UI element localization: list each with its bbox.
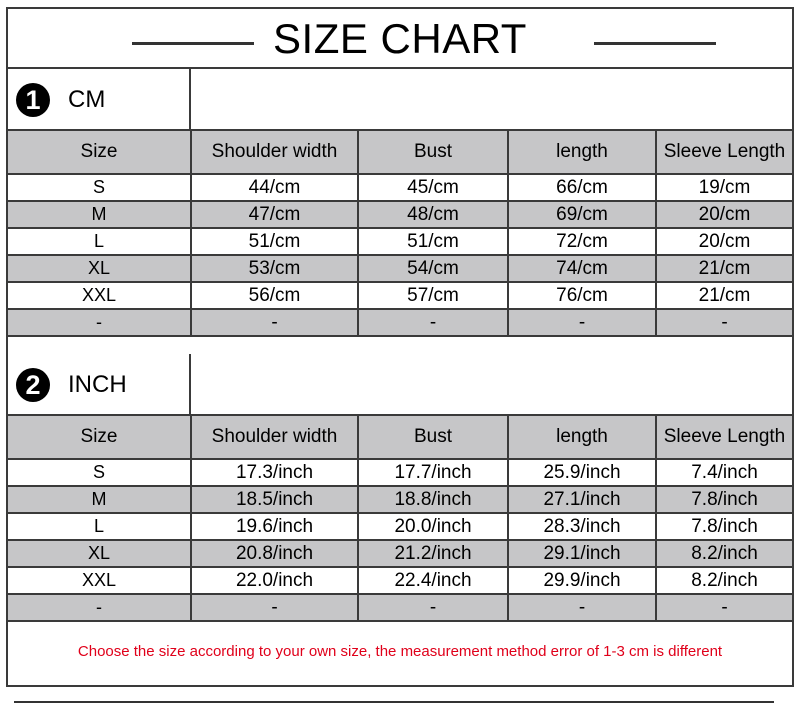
table-row [8,513,792,540]
sleeve-length-cell: 7.8/inch [656,513,792,540]
length-cell: 28.3/inch [508,513,656,540]
bust-cell: - [358,309,508,336]
title-row [8,9,792,69]
table-row [8,228,792,255]
bust-cell: 54/cm [358,255,508,282]
table-header-row [8,416,792,459]
shoulder-width-cell: 51/cm [191,228,358,255]
bust-cell: 18.8/inch [358,486,508,513]
sleeve-length-cell: 7.8/inch [656,486,792,513]
shoulder-width-cell: 53/cm [191,255,358,282]
column-header-size: Size [8,416,191,459]
shoulder-width-cell: 47/cm [191,201,358,228]
shoulder-width-cell: 17.3/inch [191,459,358,486]
size-cell: XXL [8,567,191,594]
bust-cell: 17.7/inch [358,459,508,486]
section-label-cell [8,354,191,414]
size-cell: L [8,228,191,255]
table-row [8,567,792,594]
length-cell: 27.1/inch [508,486,656,513]
bust-cell: 21.2/inch [358,540,508,567]
table-row [8,201,792,228]
bottom-divider [14,701,774,703]
column-header-sleeve-length: Sleeve Length [656,416,792,459]
length-cell: 25.9/inch [508,459,656,486]
page-title: SIZE CHART [273,15,527,62]
shoulder-width-cell: 44/cm [191,174,358,201]
sleeve-length-cell: 8.2/inch [656,567,792,594]
column-header-sleeve-length: Sleeve Length [656,131,792,174]
section-cm-header [8,69,792,131]
sleeve-length-cell: 7.4/inch [656,459,792,486]
bust-cell: 57/cm [358,282,508,309]
column-header-length: length [508,416,656,459]
length-cell: 29.1/inch [508,540,656,567]
sleeve-length-cell: - [656,594,792,621]
sleeve-length-cell: 8.2/inch [656,540,792,567]
shoulder-width-cell: 20.8/inch [191,540,358,567]
size-cell: XL [8,255,191,282]
size-cell: M [8,201,191,228]
length-cell: 69/cm [508,201,656,228]
table-row [8,594,792,621]
length-cell: - [508,309,656,336]
section-label-cell [8,69,191,129]
size-cell: XXL [8,282,191,309]
table-row [8,255,792,282]
bust-cell: 45/cm [358,174,508,201]
length-cell: 76/cm [508,282,656,309]
table-row [8,459,792,486]
shoulder-width-cell: 56/cm [191,282,358,309]
number-two-badge: 2 [16,368,50,402]
table-row [8,282,792,309]
unit-label-cm: CM [68,86,106,113]
shoulder-width-cell: 18.5/inch [191,486,358,513]
size-cell: M [8,486,191,513]
column-header-size: Size [8,131,191,174]
measurement-note: Choose the size according to your own size, the measurement method error of 1-3 cm is different [77,643,723,660]
unit-label-inch: INCH [68,371,127,398]
shoulder-width-cell: 22.0/inch [191,567,358,594]
bust-cell: - [358,594,508,621]
bust-cell: 22.4/inch [358,567,508,594]
number-one-badge: 1 [16,83,50,117]
length-cell: 29.9/inch [508,567,656,594]
sleeve-length-cell: 19/cm [656,174,792,201]
size-cell: - [8,309,191,336]
table-row [8,486,792,513]
cm-size-table [8,131,792,337]
title-decoration-right [594,42,716,45]
inch-size-table [8,416,792,622]
size-cell: XL [8,540,191,567]
size-cell: L [8,513,191,540]
sleeve-length-cell: - [656,309,792,336]
column-header-shoulder-width: Shoulder width [191,416,358,459]
sleeve-length-cell: 21/cm [656,255,792,282]
bust-cell: 48/cm [358,201,508,228]
column-header-shoulder-width: Shoulder width [191,131,358,174]
sleeve-length-cell: 21/cm [656,282,792,309]
size-cell: - [8,594,191,621]
length-cell: 72/cm [508,228,656,255]
table-row [8,540,792,567]
table-row [8,309,792,336]
size-cell: S [8,174,191,201]
sleeve-length-cell: 20/cm [656,201,792,228]
length-cell: 74/cm [508,255,656,282]
size-cell: S [8,459,191,486]
bust-cell: 20.0/inch [358,513,508,540]
bust-cell: 51/cm [358,228,508,255]
length-cell: - [508,594,656,621]
shoulder-width-cell: - [191,594,358,621]
shoulder-width-cell: - [191,309,358,336]
section-inch-header [8,354,792,416]
column-header-bust: Bust [358,416,508,459]
size-chart-frame [6,7,794,687]
column-header-length: length [508,131,656,174]
length-cell: 66/cm [508,174,656,201]
column-header-bust: Bust [358,131,508,174]
sleeve-length-cell: 20/cm [656,228,792,255]
table-row [8,174,792,201]
table-header-row [8,131,792,174]
shoulder-width-cell: 19.6/inch [191,513,358,540]
